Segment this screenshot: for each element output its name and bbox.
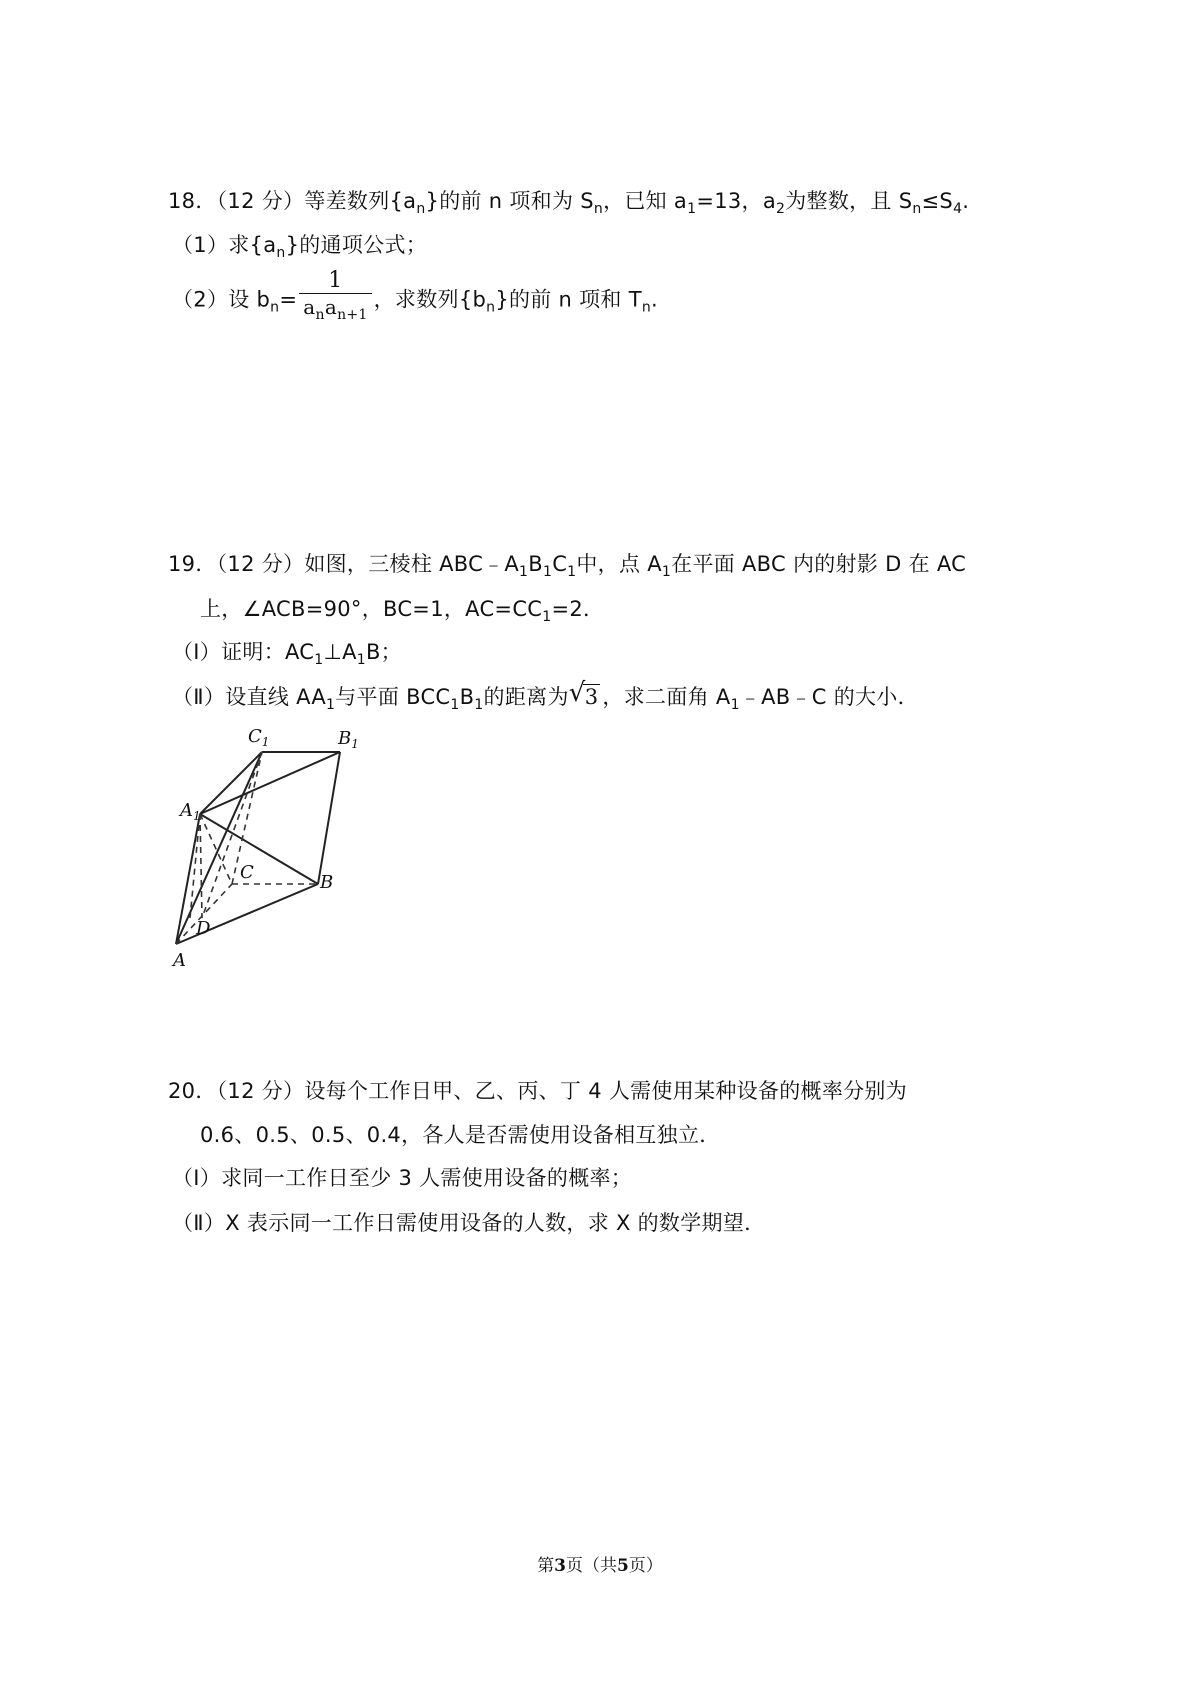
edge-C1-D [202,752,262,918]
prism-figure [168,722,388,982]
label-A: A [173,950,186,971]
edge-B1-B [318,752,340,884]
label-C1: $C_1$ [248,726,270,749]
label-B: B [320,872,334,893]
q18-part1: （1）求$\{a_n\}$的通项公式； [172,233,428,261]
edge-A1-D [200,814,202,918]
q20-part1: （Ⅰ）求同一工作日至少 3 人需使用设备的概率； [172,1166,633,1190]
bn-fraction: $\frac{1}{a_na_{n+1}}$ [299,269,371,328]
label-D: D [196,918,211,939]
q19-line1: 19．（12 分）如图，三棱柱 $ABC﹣A_1B_1C_1$中，点 $A_1$在平面 ABC 内的射影 D 在 AC [168,552,967,580]
q19-part1: （Ⅰ）证明：$AC_1\perp A_1B$； [172,640,402,668]
page-footer: 第3页（共5页） [537,1556,663,1576]
edge-A1-C1 [200,752,262,814]
edge-C1-A [176,752,262,944]
q18-line1: 18．（12 分）等差数列$\{a_n\}$的前 n 项和为 $S_n$，已知 $a_1=13$，$a_2$为整数，且 $S_n\le S_4$. [168,189,970,217]
q19-part2: （Ⅱ）设直线 $AA_1$与平面 $BCC_1B_1$的距离为 √ 3 ，求二面角 $A_1﹣AB﹣C$ 的大小． [172,678,919,713]
label-C: C [240,862,254,883]
q20-line1: 20．（12 分）设每个工作日甲、乙、丙、丁 4 人需使用某种设备的概率分别为 [168,1079,908,1103]
edge-A1-B1 [200,752,340,814]
page-number: 3 [554,1556,566,1576]
q20-line2: 0.6、0.5、0.5、0.4，各人是否需使用设备相互独立． [200,1123,721,1147]
sqrt-three: √ 3 [568,678,599,709]
q19-line2: 上，∠ACB=90°，BC=1，$AC=CC_1=2$． [200,597,605,625]
q18-part2: （2）设 $b_n=$ $\frac{1}{a_na_{n+1}}$ ，求数列$\{b_n\}$的前 n 项和 $T_n$. [172,271,658,330]
label-B1: $B_1$ [338,728,359,751]
total-pages: 5 [617,1556,629,1576]
label-A1: $A_1$ [180,800,201,823]
q20-part2: （Ⅱ）X 表示同一工作日需使用设备的人数，求 X 的数学期望． [172,1211,766,1235]
